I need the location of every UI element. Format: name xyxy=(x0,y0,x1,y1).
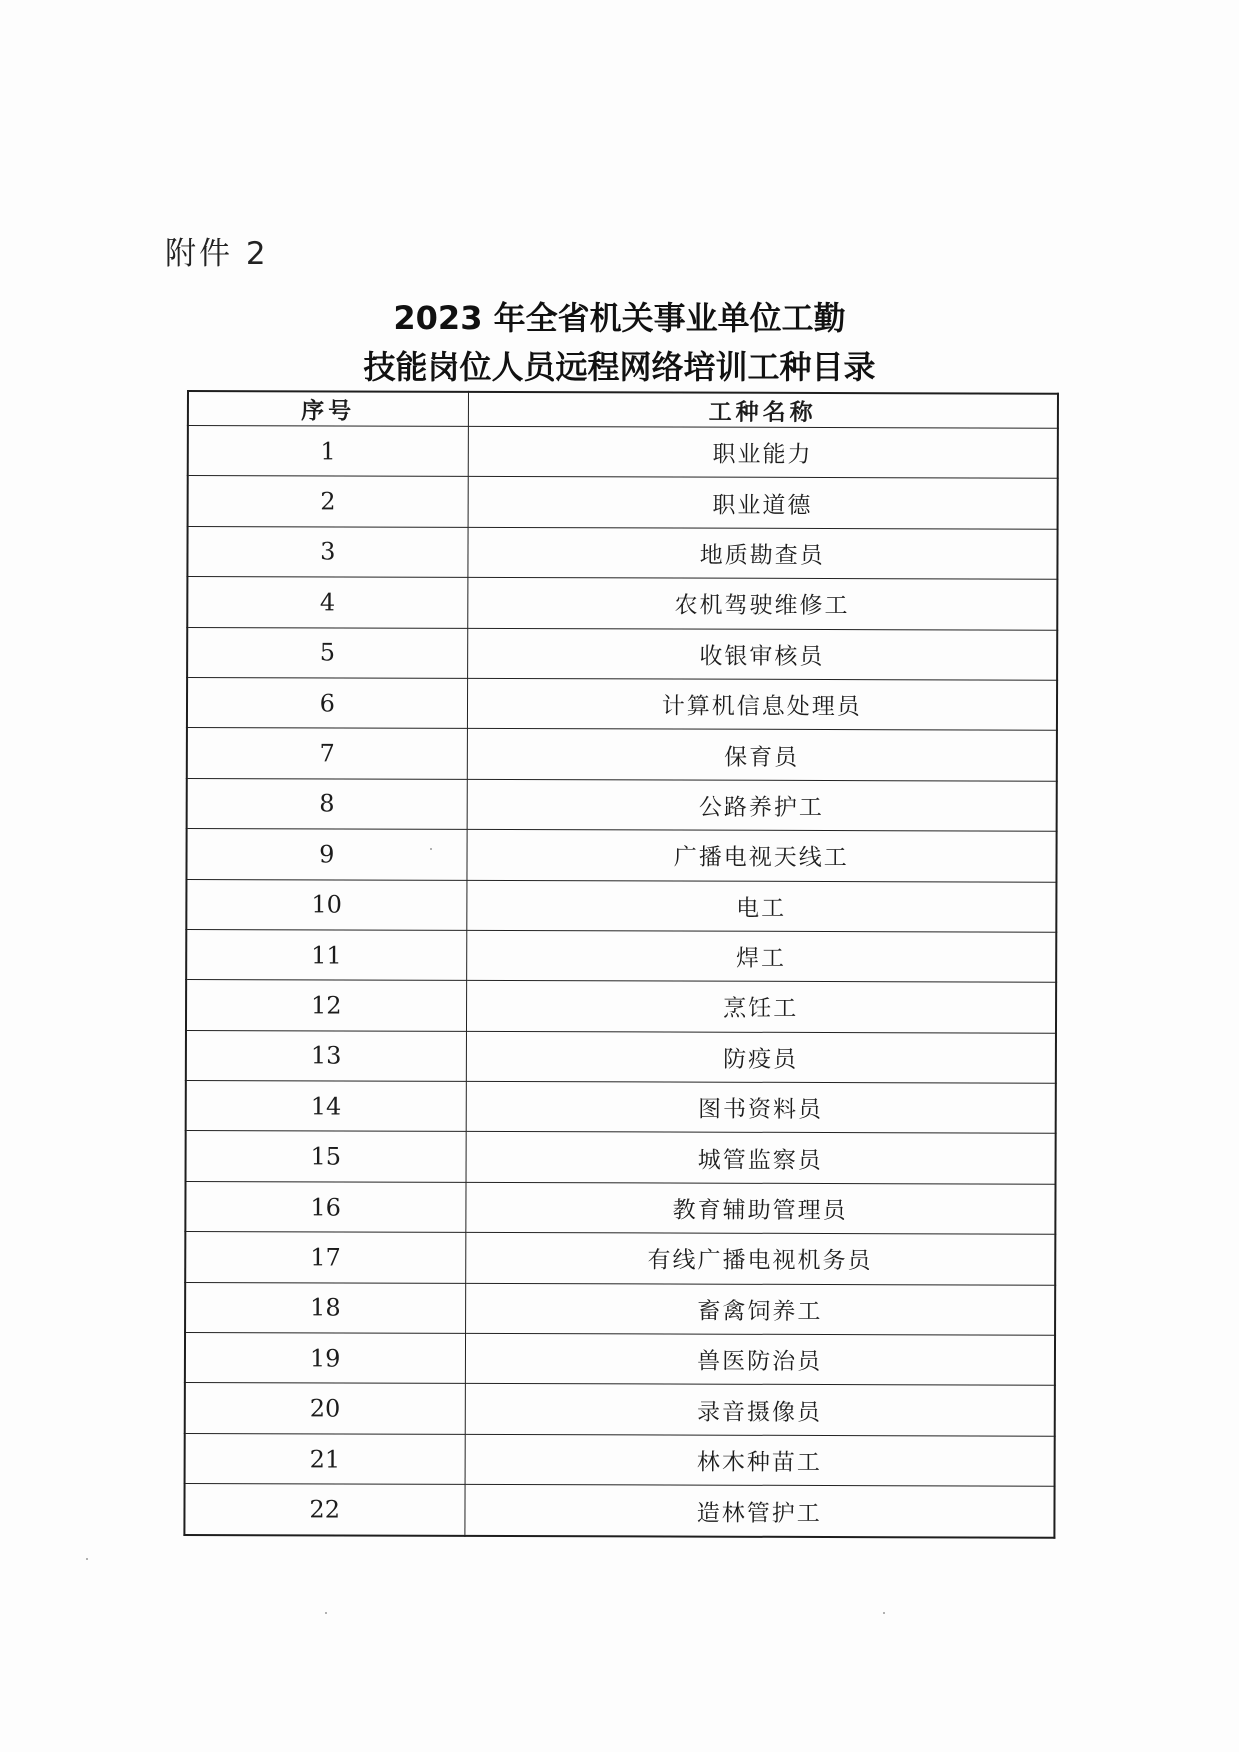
header-job-name: 工种名称 xyxy=(468,392,1058,428)
table-row xyxy=(185,1181,1055,1234)
table-row xyxy=(186,829,1056,882)
table-row xyxy=(186,879,1056,932)
row-number: 17 xyxy=(185,1232,465,1283)
document-title-line-2: 技能岗位人员远程网络培训工种目录 xyxy=(363,348,876,386)
row-job-name: 录音摄像员 xyxy=(465,1384,1055,1436)
row-number: 14 xyxy=(186,1081,466,1132)
row-number: 22 xyxy=(184,1484,464,1536)
row-number: 21 xyxy=(185,1433,465,1484)
row-number: 1 xyxy=(188,426,468,477)
row-number: 11 xyxy=(186,929,466,980)
row-number: 8 xyxy=(187,778,467,829)
table-row xyxy=(184,1484,1054,1538)
table-row xyxy=(187,627,1057,680)
header-serial-number: 序号 xyxy=(188,391,468,426)
row-number: 19 xyxy=(185,1333,465,1384)
table-row xyxy=(187,526,1057,579)
scan-speck xyxy=(883,1612,885,1614)
table-row xyxy=(185,1433,1055,1486)
table-row xyxy=(186,929,1056,982)
row-job-name: 焊工 xyxy=(466,930,1056,982)
row-number: 2 xyxy=(188,476,468,527)
row-job-name: 职业能力 xyxy=(468,426,1058,478)
table-header-row xyxy=(188,391,1058,428)
scan-speck xyxy=(430,848,432,850)
row-number: 4 xyxy=(187,577,467,628)
row-job-name: 计算机信息处理员 xyxy=(467,678,1057,730)
row-job-name: 电工 xyxy=(466,880,1056,932)
table-row xyxy=(185,1282,1055,1335)
row-job-name: 图书资料员 xyxy=(466,1081,1056,1133)
table-row xyxy=(187,677,1057,730)
row-number: 7 xyxy=(187,728,467,779)
table-row xyxy=(186,1030,1056,1083)
row-job-name: 造林管护工 xyxy=(464,1485,1054,1538)
table-row xyxy=(186,1081,1056,1134)
scan-speck xyxy=(86,1558,88,1560)
row-job-name: 防疫员 xyxy=(466,1031,1056,1083)
table-row xyxy=(187,577,1057,630)
row-number: 3 xyxy=(187,526,467,577)
table-body xyxy=(184,426,1057,1538)
table-row xyxy=(186,980,1056,1033)
row-number: 18 xyxy=(185,1282,465,1333)
job-catalog-table-wrapper xyxy=(183,390,1057,1539)
scan-speck xyxy=(325,1612,327,1614)
row-job-name: 有线广播电视机务员 xyxy=(465,1233,1055,1285)
row-number: 10 xyxy=(186,879,466,930)
row-number: 15 xyxy=(186,1131,466,1182)
row-job-name: 烹饪工 xyxy=(466,981,1056,1033)
attachment-label: 附件 2 xyxy=(165,236,269,272)
row-number: 9 xyxy=(186,829,466,880)
row-number: 13 xyxy=(186,1030,466,1081)
row-number: 12 xyxy=(186,980,466,1031)
row-number: 6 xyxy=(187,677,467,728)
row-job-name: 农机驾驶维修工 xyxy=(467,578,1057,630)
row-job-name: 教育辅助管理员 xyxy=(465,1182,1055,1234)
table-row xyxy=(188,426,1058,479)
table-row xyxy=(185,1232,1055,1285)
row-job-name: 城管监察员 xyxy=(466,1132,1056,1184)
table-row xyxy=(187,728,1057,781)
row-number: 16 xyxy=(185,1181,465,1232)
job-catalog-table xyxy=(183,390,1059,1539)
row-job-name: 保育员 xyxy=(467,729,1057,781)
row-job-name: 收银审核员 xyxy=(467,628,1057,680)
table-row xyxy=(185,1333,1055,1386)
table-row xyxy=(185,1383,1055,1436)
row-job-name: 广播电视天线工 xyxy=(466,830,1056,882)
row-number: 20 xyxy=(185,1383,465,1434)
row-job-name: 林木种苗工 xyxy=(465,1434,1055,1486)
row-job-name: 公路养护工 xyxy=(467,779,1057,831)
table-row xyxy=(186,1131,1056,1184)
document-title-line-1: 2023 年全省机关事业单位工勤 xyxy=(393,299,846,337)
row-job-name: 职业道德 xyxy=(468,477,1058,529)
row-job-name: 畜禽饲养工 xyxy=(465,1283,1055,1335)
row-job-name: 地质勘查员 xyxy=(467,527,1057,579)
row-job-name: 兽医防治员 xyxy=(465,1333,1055,1385)
table-row xyxy=(188,476,1058,529)
row-number: 5 xyxy=(187,627,467,678)
table-row xyxy=(187,778,1057,831)
